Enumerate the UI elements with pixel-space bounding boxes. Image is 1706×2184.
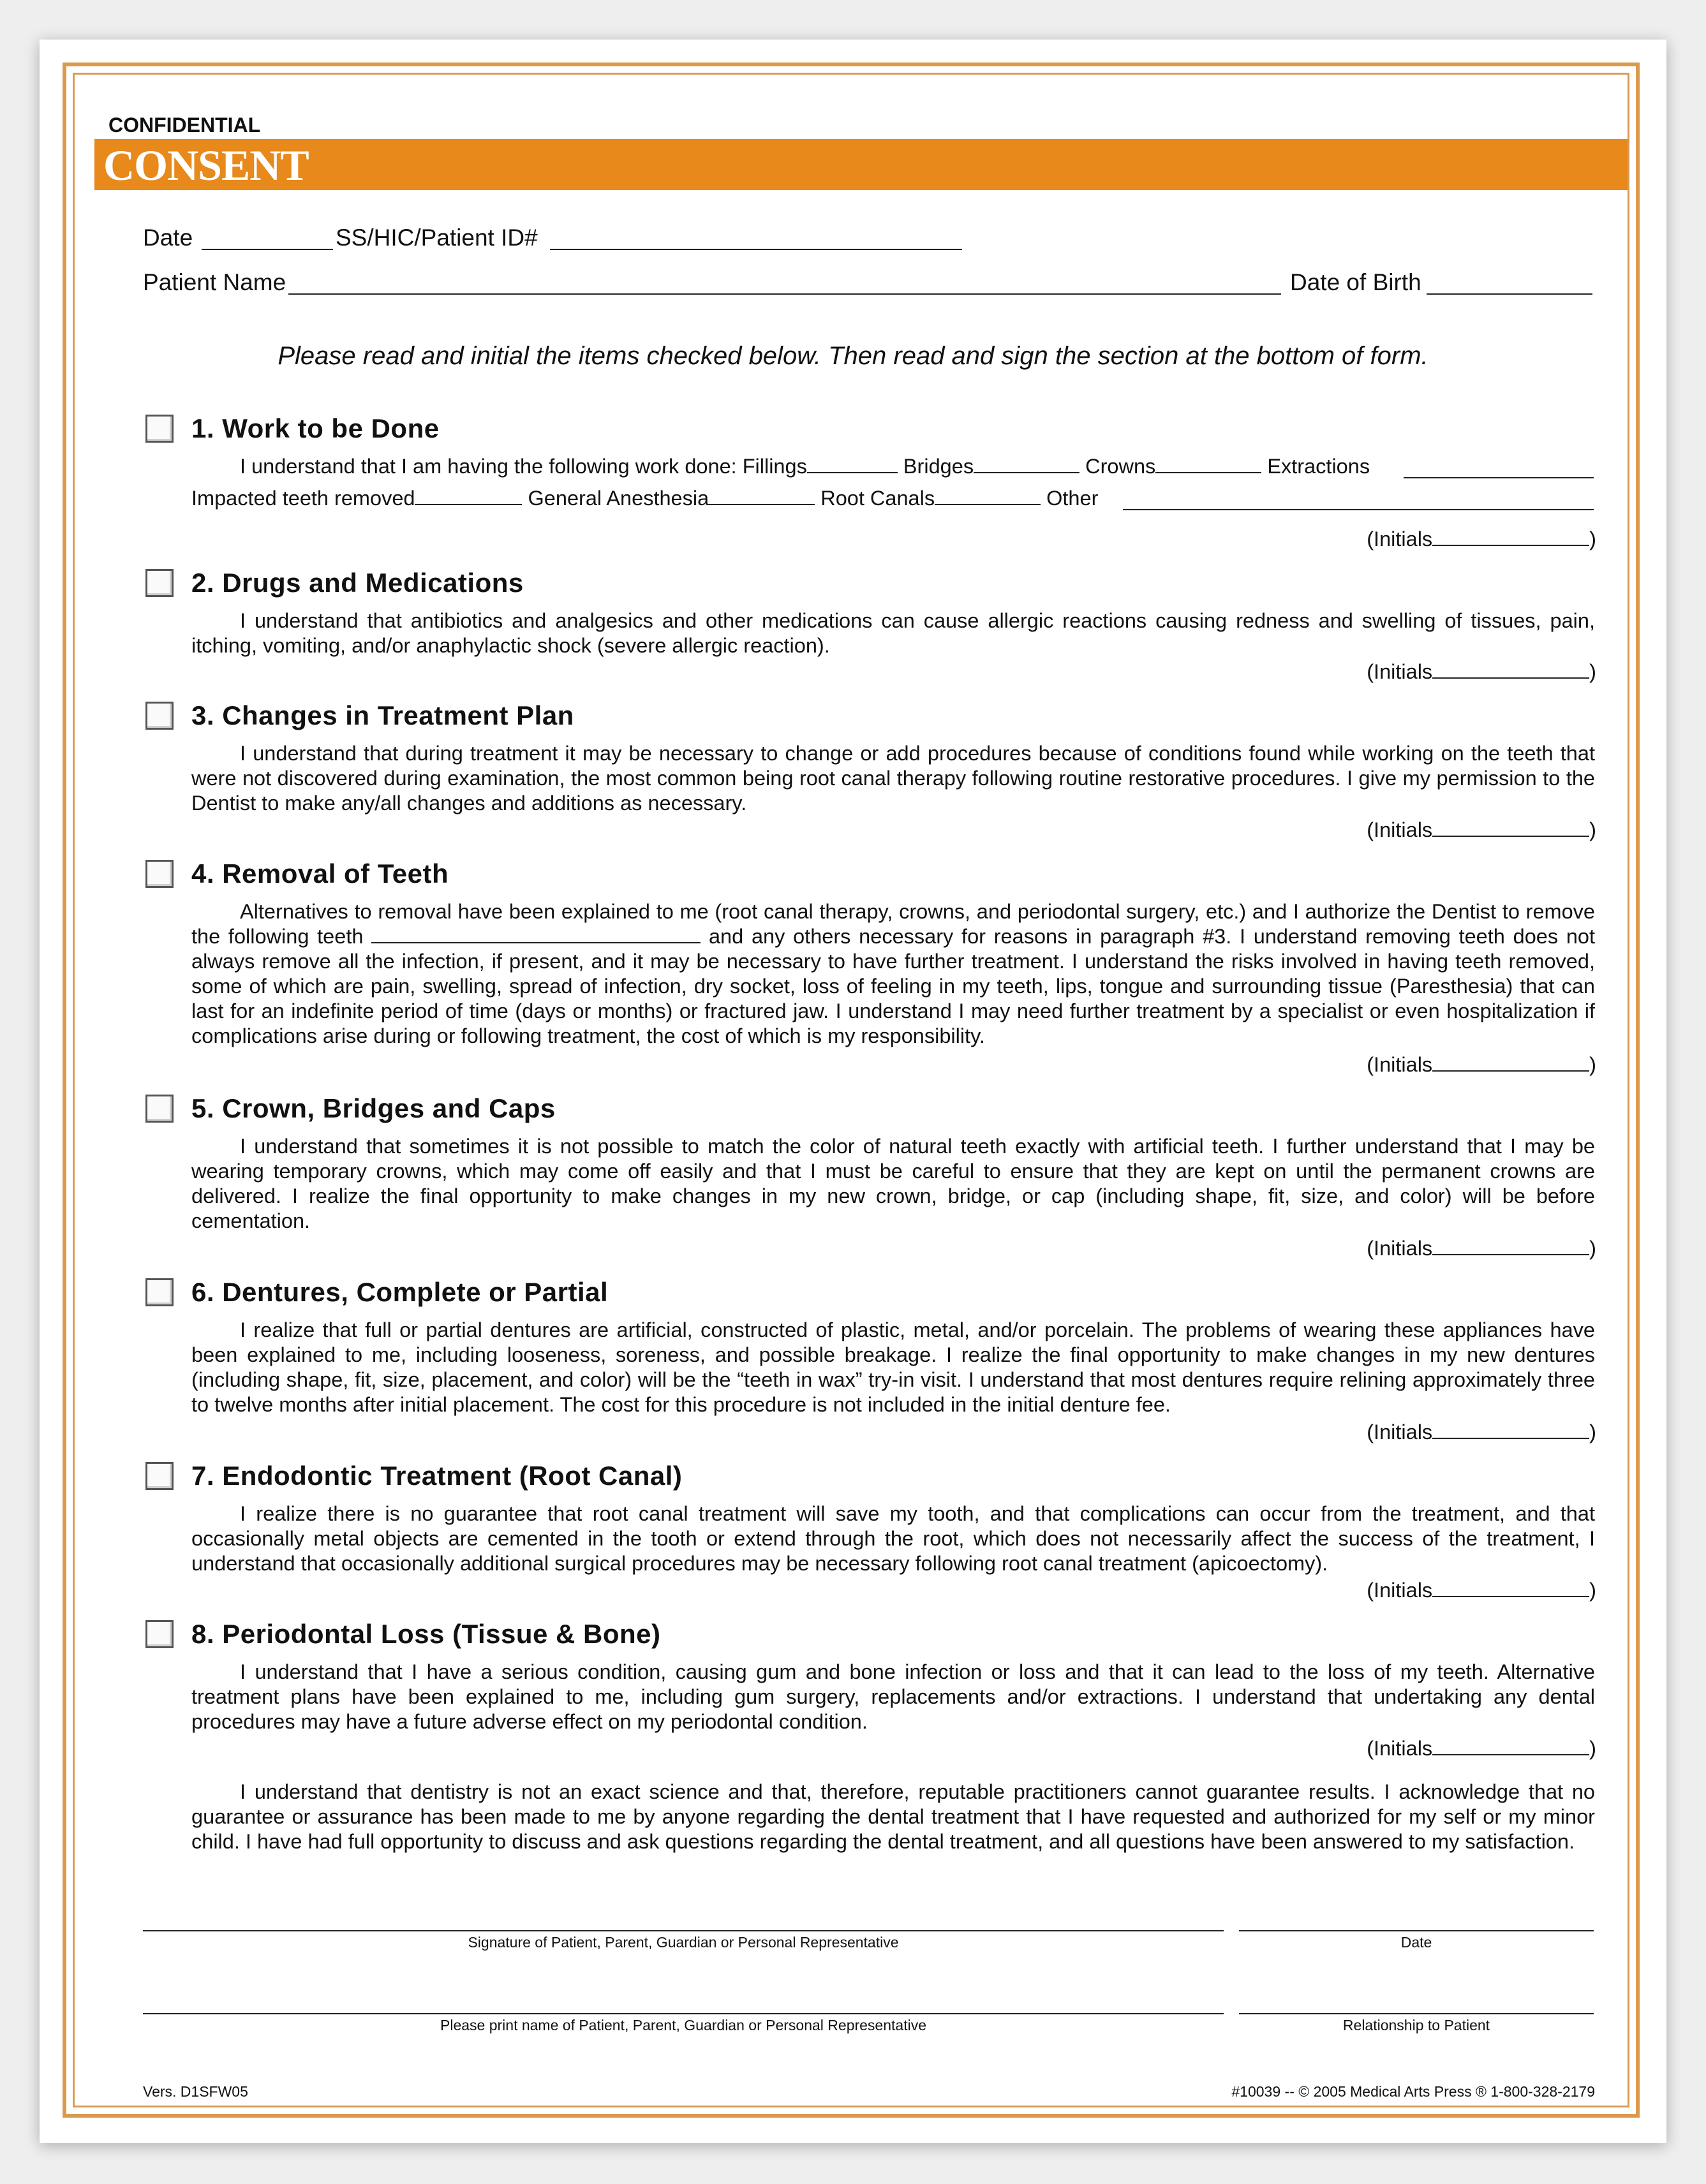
work-items-row-1 — [240, 454, 1643, 479]
section-3-checkbox[interactable] — [145, 702, 174, 730]
initials-close: ) — [1589, 818, 1596, 841]
date-label: Date — [143, 225, 193, 251]
initials-label: (Initials — [1367, 1053, 1433, 1076]
section-3-text: I understand that during treatment it may be necessary to change or add procedures because of conditions found while working on the teeth that were not discovered during examination, the most common being root canal therapy following routine restorative procedures. I give my permission to the Dentist to make any/all changes and additions as necessary. — [191, 742, 1595, 815]
section-6-title: 6. Dentures, Complete or Partial — [191, 1277, 609, 1307]
section-6-initials — [1367, 1420, 1596, 1444]
section-7-title: 7. Endodontic Treatment (Root Canal) — [191, 1461, 683, 1491]
dob-field[interactable] — [1427, 293, 1592, 295]
section-4-checkbox[interactable] — [145, 860, 174, 888]
patient-id-label: SS/HIC/Patient ID# — [336, 225, 538, 251]
initials-label: (Initials — [1367, 1579, 1433, 1602]
initials-close: ) — [1589, 1737, 1596, 1760]
crowns-field[interactable] — [1155, 455, 1261, 473]
crowns-label: Crowns — [1085, 455, 1156, 478]
page-title: CONSENT — [103, 141, 309, 189]
section-5-initials-field[interactable] — [1432, 1236, 1589, 1255]
date-field[interactable] — [202, 249, 333, 250]
work-intro: I understand that I am having the following work done: — [240, 455, 737, 478]
section-8-text: I understand that I have a serious condition, causing gum and bone infection or loss and that it can lead to the loss of my teeth. Alternative treatment plans have been explained to me, including gum surgery, replacements and/or extractions. I understand that undertaking any dental procedures may have a future adverse effect on my periodontal condition. — [191, 1660, 1595, 1733]
patient-name-label: Patient Name — [143, 269, 286, 295]
section-3-title: 3. Changes in Treatment Plan — [191, 700, 574, 730]
section-8-title: 8. Periodontal Loss (Tissue & Bone) — [191, 1619, 661, 1649]
anesthesia-field[interactable] — [709, 487, 815, 505]
section-1-checkbox[interactable] — [145, 415, 174, 443]
section-4-initials-field[interactable] — [1432, 1052, 1589, 1072]
dob-label: Date of Birth — [1290, 269, 1421, 295]
version-label: Vers. D1SFW05 — [143, 2083, 248, 2100]
section-8-initials-field[interactable] — [1432, 1736, 1589, 1755]
extractions-label: Extractions — [1267, 455, 1370, 478]
section-2-initials — [1367, 660, 1596, 684]
signature-date-field[interactable] — [1239, 1930, 1594, 1931]
signature-date-label: Date — [1400, 1934, 1432, 1951]
closing-statement: I understand that dentistry is not an exact science and that, therefore, reputable practitioners cannot guarantee results. I acknowledge that no guarantee or assurance has been made to me by anyone regarding the dental treatment that I have requested and authorized for my self or my minor child. I have had full opportunity to discuss and ask questions regarding the dental treatment, and all questions have been answered to my satisfaction. — [191, 1780, 1595, 1853]
initials-label: (Initials — [1367, 1737, 1433, 1760]
confidential-label: CONFIDENTIAL — [108, 114, 261, 136]
section-8-checkbox[interactable] — [145, 1620, 174, 1648]
signature-field[interactable] — [143, 1930, 1224, 1931]
work-items-row-2 — [191, 486, 1595, 511]
instructions-text: Please read and initial the items checked below. Then read and sign the section at the bottom of form. — [278, 342, 1428, 370]
section-5-title: 5. Crown, Bridges and Caps — [191, 1093, 556, 1123]
section-7-initials-field[interactable] — [1432, 1578, 1589, 1597]
relationship-label: Relationship to Patient — [1342, 2017, 1490, 2033]
section-5-checkbox[interactable] — [145, 1095, 174, 1123]
relationship-field[interactable] — [1239, 2013, 1594, 2014]
initials-label: (Initials — [1367, 1420, 1433, 1443]
section-6-text: I realize that full or partial dentures are artificial, constructed of plastic, metal, and/or porcelain. The problems of wearing these appliances have been explained to me, including looseness, soreness, and possible breakage. I realize the final opportunity to make changes in my new dentures (including shape, fit, size, placement, and color) will be the “teeth in wax” try-in visit. I understand that most dentures require relining approximately three to twelve months after initial placement. The cost for this procedure is not included in the initial denture fee. — [191, 1318, 1595, 1416]
anesthesia-label: General Anesthesia — [528, 487, 709, 510]
fillings-label: Fillings — [742, 455, 807, 478]
section-2-initials-field[interactable] — [1432, 660, 1589, 679]
print-name-label: Please print name of Patient, Parent, Guardian or Personal Representative — [440, 2017, 926, 2033]
initials-label: (Initials — [1367, 660, 1433, 683]
section-8-initials — [1367, 1736, 1596, 1760]
extractions-field[interactable] — [1404, 477, 1594, 478]
section-4-initials — [1367, 1052, 1596, 1077]
section-6-initials-field[interactable] — [1432, 1420, 1589, 1439]
section-2-checkbox[interactable] — [145, 569, 174, 597]
section-1-initials — [1367, 527, 1596, 551]
print-name-field[interactable] — [143, 2013, 1224, 2014]
initials-close: ) — [1589, 660, 1596, 683]
signature-label: Signature of Patient, Parent, Guardian or Personal Representative — [468, 1934, 899, 1951]
other-label: Other — [1046, 487, 1099, 510]
initials-close: ) — [1589, 528, 1596, 550]
section-5-text: I understand that sometimes it is not possible to match the color of natural teeth exactly with artificial teeth. I further understand that I may be wearing temporary crowns, which may come off easily and that I must be careful to ensure that they are kept on until the permanent crowns are delivered. I realize the final opportunity to make changes in my new crown, bridge, or cap (including shape, fit, size, and color) will be before cementation. — [191, 1135, 1595, 1232]
initials-label: (Initials — [1367, 528, 1433, 550]
fillings-field[interactable] — [807, 455, 898, 473]
patient-name-field[interactable] — [288, 293, 1281, 295]
other-field[interactable] — [1123, 509, 1594, 510]
initials-close: ) — [1589, 1579, 1596, 1602]
patient-id-field[interactable] — [550, 249, 962, 250]
section-3-initials — [1367, 818, 1596, 842]
section-4-title: 4. Removal of Teeth — [191, 859, 449, 889]
section-4-text-b: and any others necessary for reasons in paragraph #3. I understand removing teeth does not always remove all the infection, if present, and it may be necessary to have further treatment. I understand the risks involved in having teeth removed, some of which are pain, swelling, spread of infection, dry socket, loss of feeling in my teeth, lips, tongue and surrounding tissue (Paresthesia) that can last for an indefinite period of time (days or months) or fractured jaw. I understand I may need further treatment by a specialist or even hospitalization if complications arise during or following treatment, the cost of which is my responsibility. — [191, 925, 1596, 1047]
section-7-text: I realize there is no guarantee that root canal treatment will save my tooth, and that complications can occur from the treatment, and that occasionally metal objects are cemented in the tooth or extend through the root, which does not necessarily affect the success of the treatment, I understand that occasionally additional surgical procedures may be necessary following root canal treatment (apicoectomy). — [191, 1502, 1595, 1575]
initials-close: ) — [1589, 1053, 1596, 1076]
section-2-text: I understand that antibiotics and analgesics and other medications can cause allergic reactions causing redness and swelling of tissues, pain, itching, vomiting, and/or anaphylactic shock (severe allergic reaction). — [191, 609, 1595, 657]
copyright-label: #10039 -- © 2005 Medical Arts Press ® 1-800-328-2179 — [1231, 2083, 1595, 2100]
consent-banner — [94, 139, 1628, 190]
section-3-initials-field[interactable] — [1432, 818, 1589, 837]
section-4-text — [191, 899, 1595, 1049]
root-canals-field[interactable] — [935, 487, 1041, 505]
initials-close: ) — [1589, 1420, 1596, 1443]
bridges-label: Bridges — [903, 455, 974, 478]
section-1-initials-field[interactable] — [1432, 527, 1589, 546]
section-7-initials — [1367, 1578, 1596, 1602]
initials-close: ) — [1589, 1237, 1596, 1260]
bridges-field[interactable] — [974, 455, 1079, 473]
initials-label: (Initials — [1367, 1237, 1433, 1260]
section-1-title: 1. Work to be Done — [191, 413, 440, 443]
section-7-checkbox[interactable] — [145, 1462, 174, 1490]
section-5-initials — [1367, 1236, 1596, 1260]
teeth-to-remove-field[interactable] — [371, 926, 701, 943]
initials-label: (Initials — [1367, 818, 1433, 841]
impacted-field[interactable] — [415, 487, 522, 505]
section-4-text-a: Alternatives to removal have been explained to me (root canal therapy, crowns, and periodontal surgery, etc.) and I authorize the Dentist to remove the following teeth — [191, 900, 1595, 948]
section-6-checkbox[interactable] — [145, 1278, 174, 1306]
impacted-label: Impacted teeth removed — [191, 487, 415, 510]
root-canals-label: Root Canals — [820, 487, 935, 510]
section-2-title: 2. Drugs and Medications — [191, 568, 524, 598]
